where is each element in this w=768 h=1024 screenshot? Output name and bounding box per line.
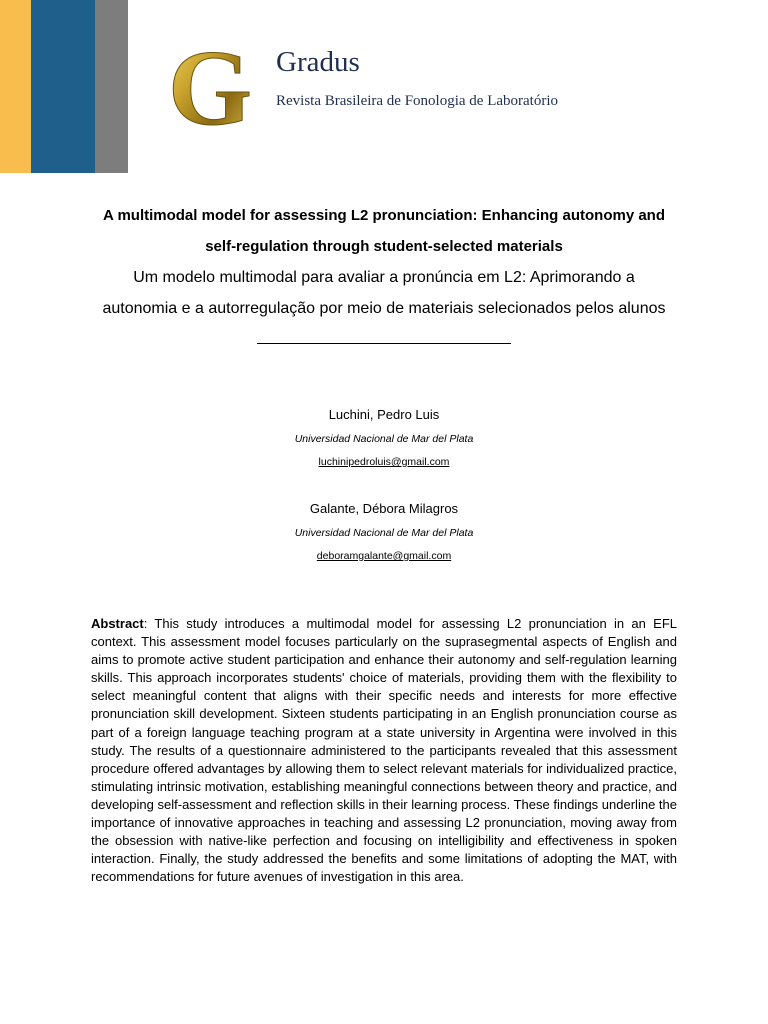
author-email-link[interactable]: deboramgalante@gmail.com [316,550,452,562]
title-english-line2: self-regulation through student-selected materials [205,238,563,255]
author-block [100,501,668,563]
title-portuguese-line2: autonomia e a autorregulação por meio de materiais selecionados pelos alunos [102,300,666,317]
gold-letter-g-logo-icon [160,38,260,130]
journal-name: Gradus [276,46,360,78]
author-name: Galante, Débora Milagros [309,501,459,516]
journal-subtitle: Revista Brasileira de Fonologia de Laboratório [276,93,559,109]
logo-letter: G [167,38,253,130]
gray-stripe [95,0,128,173]
title-block [60,200,708,324]
author-email-link[interactable]: luchinipedroluis@gmail.com [318,456,450,468]
abstract-label: Abstract [91,616,144,631]
abstract-text: : This study introduces a multimodal model for assessing L2 pronunciation in an EFL context. This assessment model focuses particularly on the suprasegmental aspects of English and aims to promote active student participation and enhance their autonomy and self-regulation learning skills. This approach incorporates students' choice of materials, providing them with the flexibility to select meaningful content that aligns with their specific needs and interests for more effective pronunciation skill development. Sixteen students participating in an English pronunciation course as part of a foreign language teaching program at a state university in Argentina were involved in this study. The results of a questionnaire administered to the participants revealed that this assessment procedure offered advantages by allowing them to select relevant materials for individualized practice, stimulating intrinsic motivation, establishing meaningful connections between theory and practice, and developing self-assessment and reflection skills in their learning process. These findings underline the importance of innovative approaches in teaching and assessing L2 pronunciation, moving away from the obsession with native-like perfection and focusing on intelligibility and effectiveness in spoken interaction. Finally, the study addressed the benefits and some limitations of adopting the MAT, with recommendations for future avenues of investigation in this area. [91,616,677,885]
title-english-line1: A multimodal model for assessing L2 pronunciation: Enhancing autonomy and [103,207,665,224]
title-portuguese-line1: Um modelo multimodal para avaliar a pronúncia em L2: Aprimorando a [133,269,635,286]
author-affiliation: Universidad Nacional de Mar del Plata [294,527,474,539]
blue-stripe [31,0,95,173]
author-affiliation: Universidad Nacional de Mar del Plata [294,433,474,445]
title-divider [257,343,511,344]
author-block [100,407,668,469]
author-name: Luchini, Pedro Luis [328,407,440,422]
yellow-stripe [0,0,31,173]
abstract-paragraph [91,615,677,886]
